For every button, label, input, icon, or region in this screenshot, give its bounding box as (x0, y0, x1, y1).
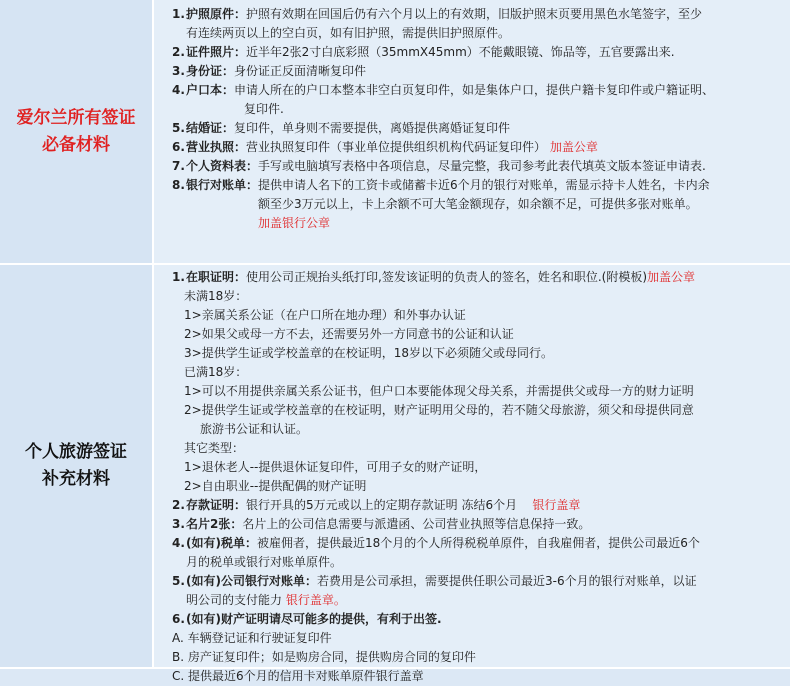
list-item (154, 572, 790, 610)
list-item (154, 62, 790, 81)
section-content-required (154, 0, 790, 263)
item-number: 6. (172, 612, 185, 626)
sub-heading: 已满18岁： (184, 365, 248, 379)
item-label: 存款证明： (186, 498, 247, 512)
item-label: 银行对账单： (186, 178, 259, 192)
sub-heading: 未满18岁： (184, 289, 248, 303)
sub-item: 1>可以不用提供亲属关系公证书，但户口本要能体现父母关系，并需提供父或母一方的财力证明 (184, 384, 694, 398)
item-label: 名片2张： (186, 517, 243, 531)
item-text: 手写或电脑填写表格中各项信息，尽量完整，我司参考此表代填英文版本签证申请表. (258, 159, 706, 173)
sub-item: 1>退休老人--提供退休证复印件，可用子女的财产证明， (184, 460, 487, 474)
item-text-cont: 额至少3万元以上，卡上余额不可大笔金额现存，如余额不足，可提供多张对账单。 (258, 197, 698, 211)
stamp-note: 银行盖章。 (285, 593, 346, 607)
section-title-line1: 个人旅游签证 (25, 442, 127, 462)
item-label: 在职证明： (186, 270, 247, 284)
item-number: 3. (172, 64, 185, 78)
sub-item: 2>自由职业--提供配偶的财产证明 (184, 479, 367, 493)
list-item (154, 5, 790, 43)
item-text: 名片上的公司信息需要与派遣函、公司营业执照等信息保持一致。 (242, 517, 591, 531)
sub-item-cont: 旅游书公证和认证。 (200, 422, 309, 436)
item-text-cont: 有连续两页以上的空白页，如有旧护照，需提供旧护照原件。 (186, 26, 511, 40)
item-number: 3. (172, 517, 185, 531)
item-text: 使用公司正规抬头纸打印,签发该证明的负责人的签名，姓名和职位.(附模板) (246, 270, 648, 284)
section-supplementary-materials (0, 265, 790, 683)
list-item (154, 268, 790, 287)
sub-item: B. 房产证复印件；如是购房合同，提供购房合同的复印件 (172, 650, 476, 664)
section-title-line2: 必备材料 (42, 134, 110, 155)
sub-item: 2>如果父或母一方不去，还需要另外一方同意书的公证和认证 (184, 327, 514, 341)
item-text: 申请人所在的户口本整本非空白页复印件，如是集体户口，提供户籍卡复印件或户籍证明、 (234, 83, 715, 97)
list-item (154, 496, 790, 515)
item-label: 营业执照： (186, 140, 247, 154)
item-number: 8. (172, 178, 185, 192)
sub-heading: 其它类型： (184, 441, 245, 455)
item-number: 2. (172, 45, 185, 59)
section-content-supplementary (154, 265, 790, 683)
item-text: 近半年2张2寸白底彩照（35mmX45mm）不能戴眼镜、饰品等，五官要露出来. (246, 45, 675, 59)
item-label: 护照原件： (186, 7, 247, 21)
stamp-note: 加盖公章 (549, 140, 598, 154)
section-title-line1: 爱尔兰所有签证 (16, 107, 136, 128)
list-item (154, 610, 790, 629)
stamp-note: 加盖银行公章 (258, 216, 331, 230)
item-label: (如有)公司银行对账单： (186, 574, 317, 588)
item-text: 营业执照复印件（事业单位提供组织机构代码证复印件） (246, 140, 547, 154)
section-title-required (0, 0, 154, 263)
item-text: 提供申请人名下的工资卡或储蓄卡近6个月的银行对账单，需显示持卡人姓名，卡内余 (258, 178, 710, 192)
item-label: 户口本： (186, 83, 235, 97)
list-item (154, 515, 790, 534)
item-text-cont: 月的税单或银行对账单原件。 (186, 555, 343, 569)
item-text-cont: 复印件. (244, 102, 284, 116)
item-text: 银行开具的5万元或以上的定期存款证明 冻结6个月 (246, 498, 518, 512)
item-label: (如有)税单： (186, 536, 257, 550)
item-text: 复印件，单身则不需要提供，离婚提供离婚证复印件 (234, 121, 511, 135)
list-item (154, 81, 790, 119)
section-title-line2: 补充材料 (42, 469, 110, 489)
item-label: 个人资料表： (186, 159, 259, 173)
list-item (154, 534, 790, 572)
item-text: 被雇佣者，提供最近18个月的个人所得税税单原件，自我雇佣者，提供公司最近6个 (256, 536, 700, 550)
section-title-supplementary (0, 265, 154, 667)
sub-item: 1>亲属关系公证（在户口所在地办理）和外事办认证 (184, 308, 466, 322)
list-item (154, 157, 790, 176)
item-number: 1. (172, 270, 185, 284)
sub-item: A. 车辆登记证和行驶证复印件 (172, 631, 332, 645)
item-text: 身份证正反面清晰复印件 (234, 64, 367, 78)
item-number: 5. (172, 121, 185, 135)
item-number: 7. (172, 159, 185, 173)
item-number: 1. (172, 7, 185, 21)
item-label: 证件照片： (186, 45, 247, 59)
item-number: 4. (172, 83, 185, 97)
list-item (154, 176, 790, 233)
stamp-note: 银行盖章 (532, 498, 581, 512)
list-item (154, 119, 790, 138)
item-label: (如有)财产证明请尽可能多的提供，有利于出签. (186, 612, 442, 626)
item-number: 6. (172, 140, 185, 154)
item-number: 4. (172, 536, 185, 550)
sub-item: 2>提供学生证或学校盖章的在校证明，财产证明用父母的，若不随父母旅游，须父和母提供同意 (184, 403, 694, 417)
item-text: 护照有效期在回国后仍有六个月以上的有效期，旧版护照末页要用黑色水笔签字，至少 (246, 7, 703, 21)
sub-item: C. 提供最近6个月的信用卡对账单原件银行盖章 (172, 669, 424, 683)
list-item (154, 43, 790, 62)
item-text-cont: 明公司的支付能力 (186, 593, 283, 607)
sub-item: 3>提供学生证或学校盖章的在校证明，18岁以下必须随父或母同行。 (184, 346, 553, 360)
list-item (154, 138, 790, 157)
item-number: 2. (172, 498, 185, 512)
item-text: 若费用是公司承担，需要提供任职公司最近3-6个月的银行对账单，以证 (316, 574, 697, 588)
section-required-materials (0, 0, 790, 265)
stamp-note: 加盖公章 (647, 270, 696, 284)
item-number: 5. (172, 574, 185, 588)
item-label: 结婚证： (186, 121, 235, 135)
item-label: 身份证： (186, 64, 235, 78)
